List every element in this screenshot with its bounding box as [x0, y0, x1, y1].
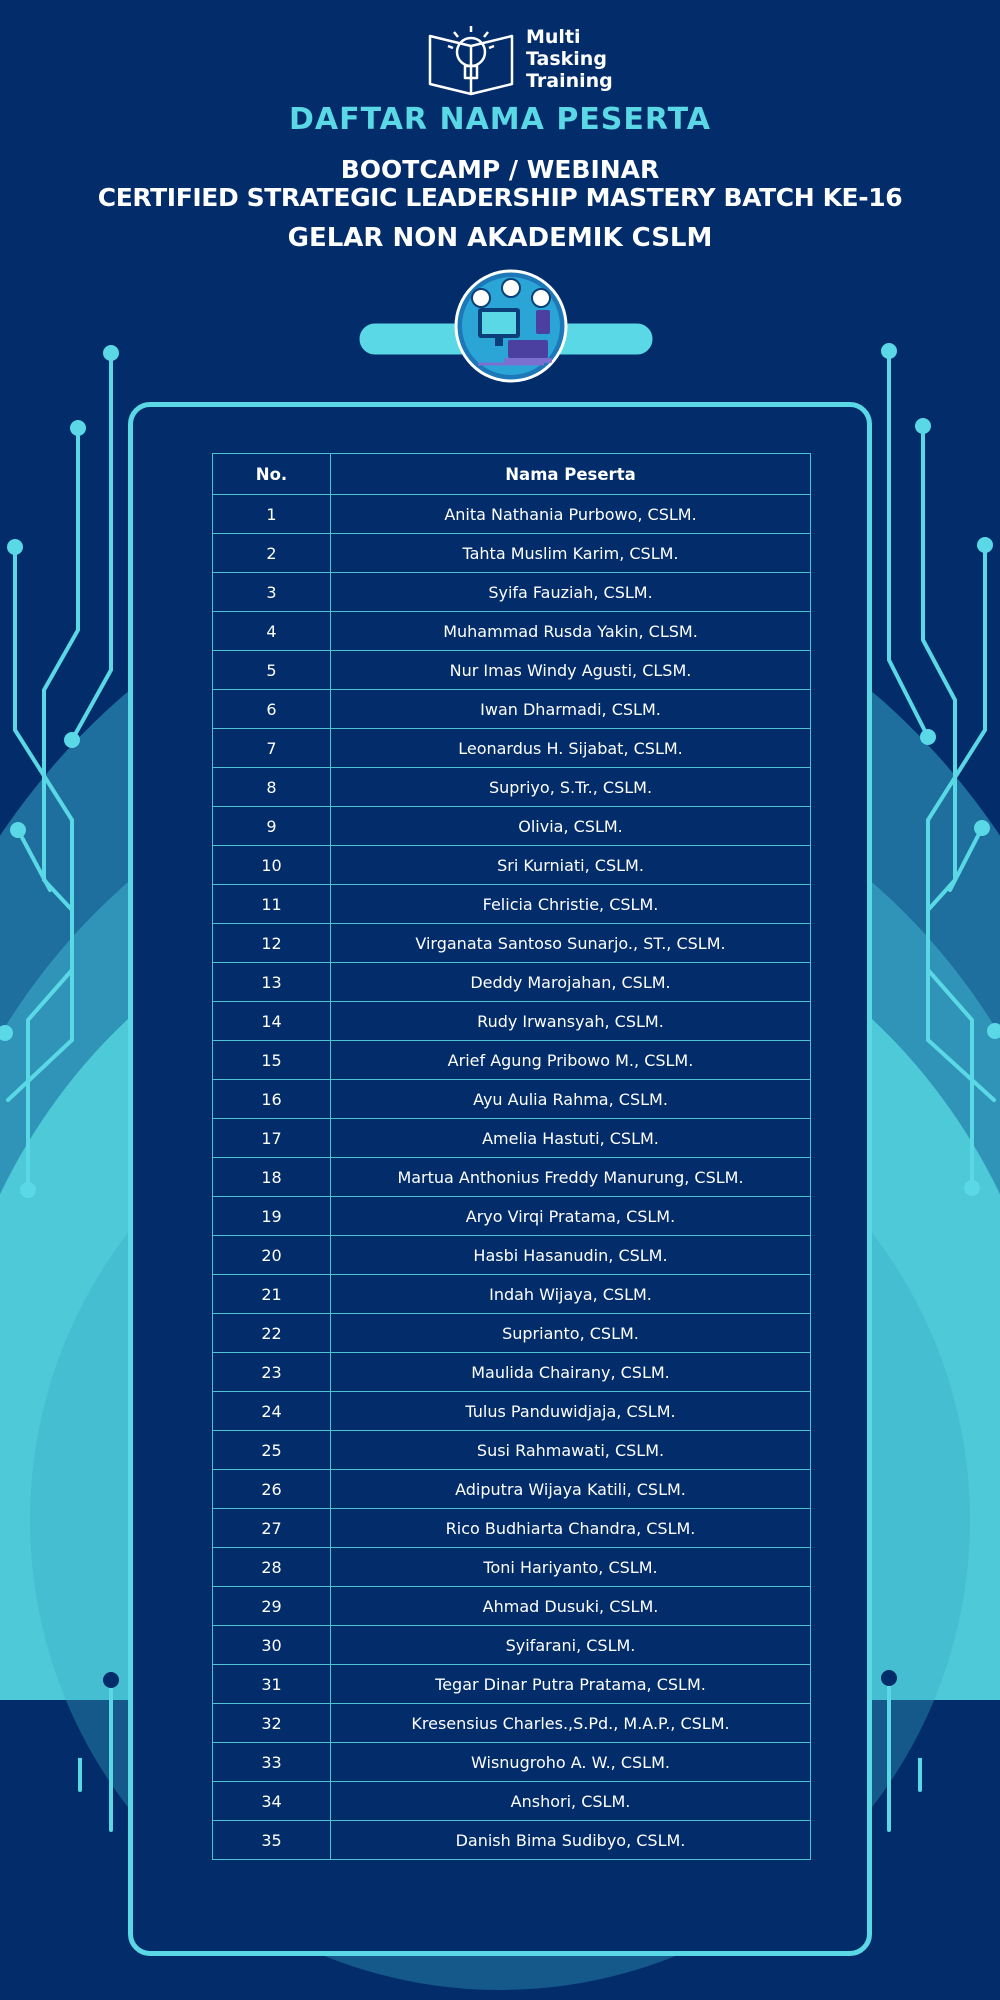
row-number: 21 [213, 1275, 331, 1314]
table-row [213, 1080, 811, 1119]
page-title: DAFTAR NAMA PESERTA [288, 102, 712, 137]
participant-name: Syifarani, CSLM. [331, 1626, 811, 1665]
participant-name: Hasbi Hasanudin, CSLM. [331, 1236, 811, 1275]
participant-name: Maulida Chairany, CSLM. [331, 1353, 811, 1392]
table-row [213, 495, 811, 534]
table-row [213, 1821, 811, 1860]
table-row [213, 768, 811, 807]
table-row [213, 1665, 811, 1704]
row-number: 20 [213, 1236, 331, 1275]
table-row [213, 885, 811, 924]
row-number: 15 [213, 1041, 331, 1080]
participant-name: Tulus Panduwidjaja, CSLM. [331, 1392, 811, 1431]
row-number: 25 [213, 1431, 331, 1470]
table-body [213, 495, 811, 1860]
row-number: 22 [213, 1314, 331, 1353]
table-row [213, 1392, 811, 1431]
table-row [213, 1002, 811, 1041]
participant-name: Ahmad Dusuki, CSLM. [331, 1587, 811, 1626]
participant-name: Indah Wijaya, CSLM. [331, 1275, 811, 1314]
participant-name: Leonardus H. Sijabat, CSLM. [331, 729, 811, 768]
logo-word-3: Training [526, 70, 613, 92]
row-number: 24 [213, 1392, 331, 1431]
row-number: 32 [213, 1704, 331, 1743]
row-number: 31 [213, 1665, 331, 1704]
participant-name: Felicia Christie, CSLM. [331, 885, 811, 924]
participant-name: Amelia Hastuti, CSLM. [331, 1119, 811, 1158]
row-number: 16 [213, 1080, 331, 1119]
row-number: 35 [213, 1821, 331, 1860]
table-row [213, 651, 811, 690]
column-header-number: No. [213, 454, 331, 495]
participant-name: Iwan Dharmadi, CSLM. [331, 690, 811, 729]
online-learning-badge [358, 268, 654, 384]
row-number: 3 [213, 573, 331, 612]
table-row [213, 846, 811, 885]
table-header-row [213, 454, 811, 495]
table-row [213, 1587, 811, 1626]
event-type: BOOTCAMP / WEBINAR [340, 155, 660, 184]
participant-name: Kresensius Charles.,S.Pd., M.A.P., CSLM. [331, 1704, 811, 1743]
participant-name: Rudy Irwansyah, CSLM. [331, 1002, 811, 1041]
row-number: 14 [213, 1002, 331, 1041]
row-number: 5 [213, 651, 331, 690]
row-number: 34 [213, 1782, 331, 1821]
participant-name: Syifa Fauziah, CSLM. [331, 573, 811, 612]
participant-name: Wisnugroho A. W., CSLM. [331, 1743, 811, 1782]
row-number: 23 [213, 1353, 331, 1392]
row-number: 1 [213, 495, 331, 534]
table-row [213, 1470, 811, 1509]
table-row [213, 1158, 811, 1197]
brand-logo [426, 22, 626, 96]
row-number: 7 [213, 729, 331, 768]
participant-name: Suprianto, CSLM. [331, 1314, 811, 1353]
table-row [213, 1509, 811, 1548]
row-number: 18 [213, 1158, 331, 1197]
participant-name: Tegar Dinar Putra Pratama, CSLM. [331, 1665, 811, 1704]
table-row [213, 1431, 811, 1470]
participant-name: Aryo Virqi Pratama, CSLM. [331, 1197, 811, 1236]
table-row [213, 1314, 811, 1353]
table-row [213, 924, 811, 963]
event-name: CERTIFIED STRATEGIC LEADERSHIP MASTERY BATCH KE-16 [97, 183, 903, 212]
table-row [213, 1119, 811, 1158]
participant-name: Martua Anthonius Freddy Manurung, CSLM. [331, 1158, 811, 1197]
table-row [213, 1548, 811, 1587]
row-number: 19 [213, 1197, 331, 1236]
row-number: 26 [213, 1470, 331, 1509]
participant-name: Ayu Aulia Rahma, CSLM. [331, 1080, 811, 1119]
table-row [213, 612, 811, 651]
row-number: 12 [213, 924, 331, 963]
participant-name: Tahta Muslim Karim, CSLM. [331, 534, 811, 573]
row-number: 28 [213, 1548, 331, 1587]
logo-word-2: Tasking [526, 48, 607, 70]
row-number: 10 [213, 846, 331, 885]
table-row [213, 1782, 811, 1821]
table-row [213, 573, 811, 612]
row-number: 27 [213, 1509, 331, 1548]
table-row [213, 1704, 811, 1743]
table-row [213, 807, 811, 846]
row-number: 6 [213, 690, 331, 729]
table-row [213, 1353, 811, 1392]
participant-name: Danish Bima Sudibyo, CSLM. [331, 1821, 811, 1860]
table-row [213, 963, 811, 1002]
logo-wordmark [526, 26, 613, 92]
row-number: 13 [213, 963, 331, 1002]
participant-name: Anshori, CSLM. [331, 1782, 811, 1821]
degree-title: GELAR NON AKADEMIK CSLM [287, 223, 713, 253]
row-number: 33 [213, 1743, 331, 1782]
participant-name: Susi Rahmawati, CSLM. [331, 1431, 811, 1470]
row-number: 11 [213, 885, 331, 924]
row-number: 29 [213, 1587, 331, 1626]
column-header-name: Nama Peserta [331, 454, 811, 495]
participant-name: Sri Kurniati, CSLM. [331, 846, 811, 885]
lightbulb-book-icon [426, 22, 516, 96]
row-number: 9 [213, 807, 331, 846]
participant-name: Arief Agung Pribowo M., CSLM. [331, 1041, 811, 1080]
participant-name: Muhammad Rusda Yakin, CLSM. [331, 612, 811, 651]
row-number: 17 [213, 1119, 331, 1158]
table-row [213, 1275, 811, 1314]
participant-name: Adiputra Wijaya Katili, CSLM. [331, 1470, 811, 1509]
participant-name: Rico Budhiarta Chandra, CSLM. [331, 1509, 811, 1548]
participant-name: Supriyo, S.Tr., CSLM. [331, 768, 811, 807]
participant-name: Nur Imas Windy Agusti, CLSM. [331, 651, 811, 690]
participant-name: Anita Nathania Purbowo, CSLM. [331, 495, 811, 534]
table-row [213, 534, 811, 573]
table-row [213, 729, 811, 768]
logo-word-1: Multi [526, 26, 581, 48]
row-number: 30 [213, 1626, 331, 1665]
row-number: 4 [213, 612, 331, 651]
participant-name: Toni Hariyanto, CSLM. [331, 1548, 811, 1587]
table-row [213, 690, 811, 729]
table-row [213, 1743, 811, 1782]
participant-name: Olivia, CSLM. [331, 807, 811, 846]
row-number: 2 [213, 534, 331, 573]
online-learning-devices-icon [358, 268, 654, 384]
table-row [213, 1041, 811, 1080]
table-row [213, 1626, 811, 1665]
participant-table [212, 453, 811, 1860]
table-row [213, 1197, 811, 1236]
participant-name: Virganata Santoso Sunarjo., ST., CSLM. [331, 924, 811, 963]
table-row [213, 1236, 811, 1275]
participant-name: Deddy Marojahan, CSLM. [331, 963, 811, 1002]
row-number: 8 [213, 768, 331, 807]
